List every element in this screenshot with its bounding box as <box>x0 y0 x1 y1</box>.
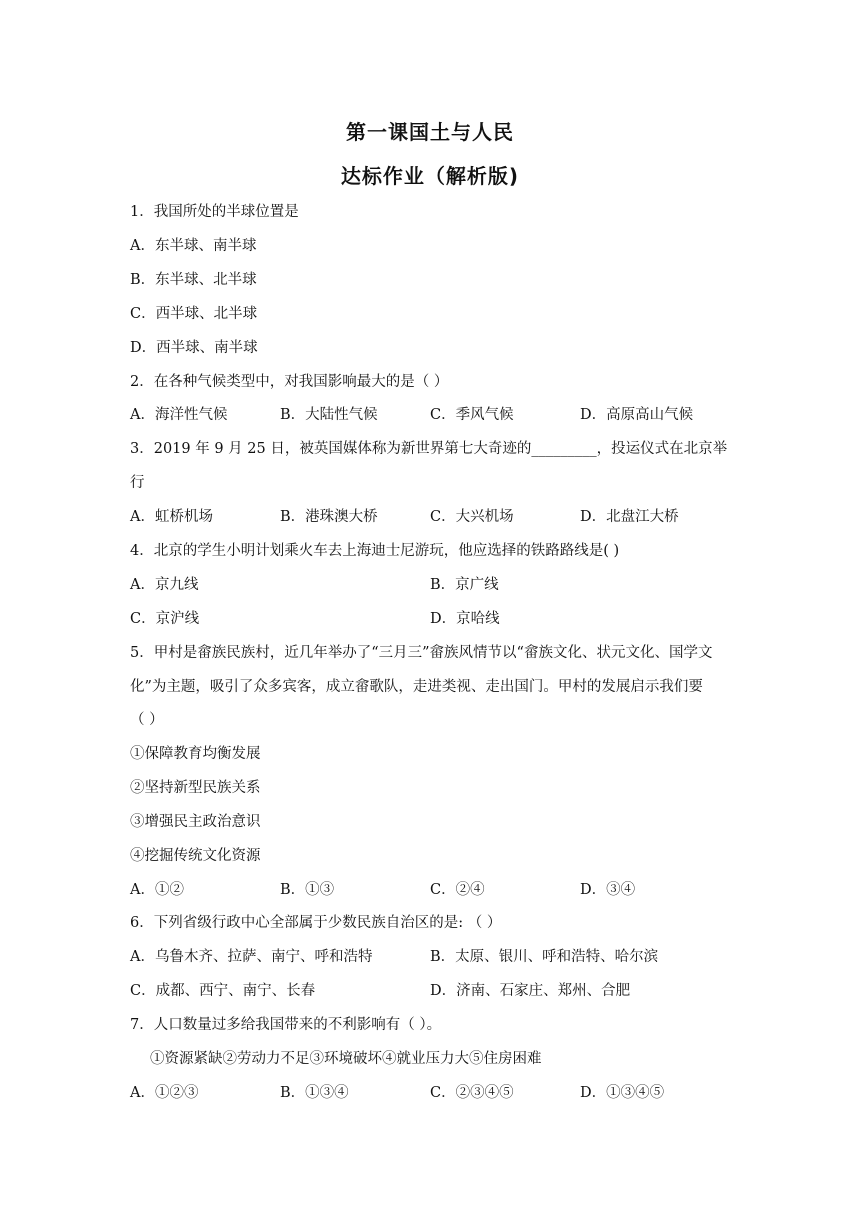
question-4-option-a: A．京九线 <box>130 577 199 593</box>
page-subtitle: 达标作业（解析版) <box>340 164 520 188</box>
question-4-options-row-1 <box>130 575 740 595</box>
question-7-option-c: C．②③④⑤ <box>430 1085 514 1101</box>
question-5-item-4: ④挖掘传统文化资源 <box>130 848 261 864</box>
question-6-options-row-1 <box>130 947 740 967</box>
question-5-option-b: B．①③ <box>280 882 335 898</box>
question-3-option-a: A．虹桥机场 <box>130 509 213 525</box>
question-4-option-d: D．京哈线 <box>430 611 500 627</box>
question-1-stem: 1．我国所处的半球位置是 <box>130 204 299 220</box>
question-2-stem: 2．在各种气候类型中，对我国影响最大的是（ ） <box>130 374 449 390</box>
question-7-option-d: D．①③④⑤ <box>580 1085 665 1101</box>
question-6-options-row-2 <box>130 981 740 1001</box>
question-5-stem-line-2: 化”为主题，吸引了众多宾客，成立畲歌队，走进类视、走出国门。甲村的发展启示我们要 <box>130 679 703 695</box>
question-1-option-c: C．西半球、北半球 <box>130 306 258 322</box>
question-1-option-a: A．东半球、南半球 <box>130 238 257 254</box>
question-6-option-a: A．乌鲁木齐、拉萨、南宁、呼和浩特 <box>130 949 373 965</box>
question-5-stem-line-3: （ ） <box>130 712 164 728</box>
question-5-option-a: A．①② <box>130 882 184 898</box>
question-3-option-c: C．大兴机场 <box>430 509 514 525</box>
question-2-options <box>130 405 740 425</box>
question-7-option-a: A．①②③ <box>130 1085 199 1101</box>
question-5-item-1: ①保障教育均衡发展 <box>130 746 261 762</box>
question-5-item-3: ③增强民主政治意识 <box>130 814 261 830</box>
question-5-options <box>130 880 740 900</box>
question-6-option-d: D．济南、石家庄、郑州、合肥 <box>430 983 631 999</box>
question-3-option-b: B．港珠澳大桥 <box>280 509 378 525</box>
question-5-option-d: D．③④ <box>580 882 636 898</box>
question-3-option-d: D．北盘江大桥 <box>580 509 679 525</box>
question-6-option-b: B．太原、银川、呼和浩特、哈尔滨 <box>430 949 659 965</box>
question-5-stem-line-1: 5．甲村是畲族民族村，近几年举办了“三月三”畲族风情节以“畲族文化、状元文化、国学文 <box>130 645 713 661</box>
page-title: 第一课国土与人民 <box>346 120 514 144</box>
question-2-option-b: B．大陆性气候 <box>280 407 378 423</box>
question-3-stem-line-2: 行 <box>130 475 145 491</box>
question-7-items: ①资源紧缺②劳动力不足③环境破坏④就业压力大⑤住房困难 <box>150 1051 542 1067</box>
question-6-option-c: C．成都、西宁、南宁、长春 <box>130 983 316 999</box>
question-7-stem: 7．人口数量过多给我国带来的不利影响有（ ）。 <box>130 1017 442 1033</box>
question-7-option-b: B．①③④ <box>280 1085 349 1101</box>
question-6-stem: 6．下列省级行政中心全部属于少数民族自治区的是: （ ） <box>130 915 502 931</box>
question-3-options <box>130 507 740 527</box>
question-2-option-c: C．季风气候 <box>430 407 514 423</box>
question-1-option-b: B．东半球、北半球 <box>130 272 257 288</box>
question-1-option-d: D．西半球、南半球 <box>130 340 258 356</box>
question-4-options-row-2 <box>130 609 740 629</box>
question-4-stem: 4．北京的学生小明计划乘火车去上海迪士尼游玩，他应选择的铁路路线是( ) <box>130 543 620 559</box>
question-2-option-a: A．海洋性气候 <box>130 407 228 423</box>
question-7-options <box>130 1083 740 1103</box>
question-5-item-2: ②坚持新型民族关系 <box>130 780 261 796</box>
question-4-option-b: B．京广线 <box>430 577 499 593</box>
question-4-option-c: C．京沪线 <box>130 611 200 627</box>
question-2-option-d: D．高原高山气候 <box>580 407 694 423</box>
question-3-stem-line-1: 3．2019 年 9 月 25 日，被英国媒体称为新世界第七大奇迹的_________，投运仪式在北京举 <box>130 441 728 457</box>
question-5-option-c: C．②④ <box>430 882 485 898</box>
